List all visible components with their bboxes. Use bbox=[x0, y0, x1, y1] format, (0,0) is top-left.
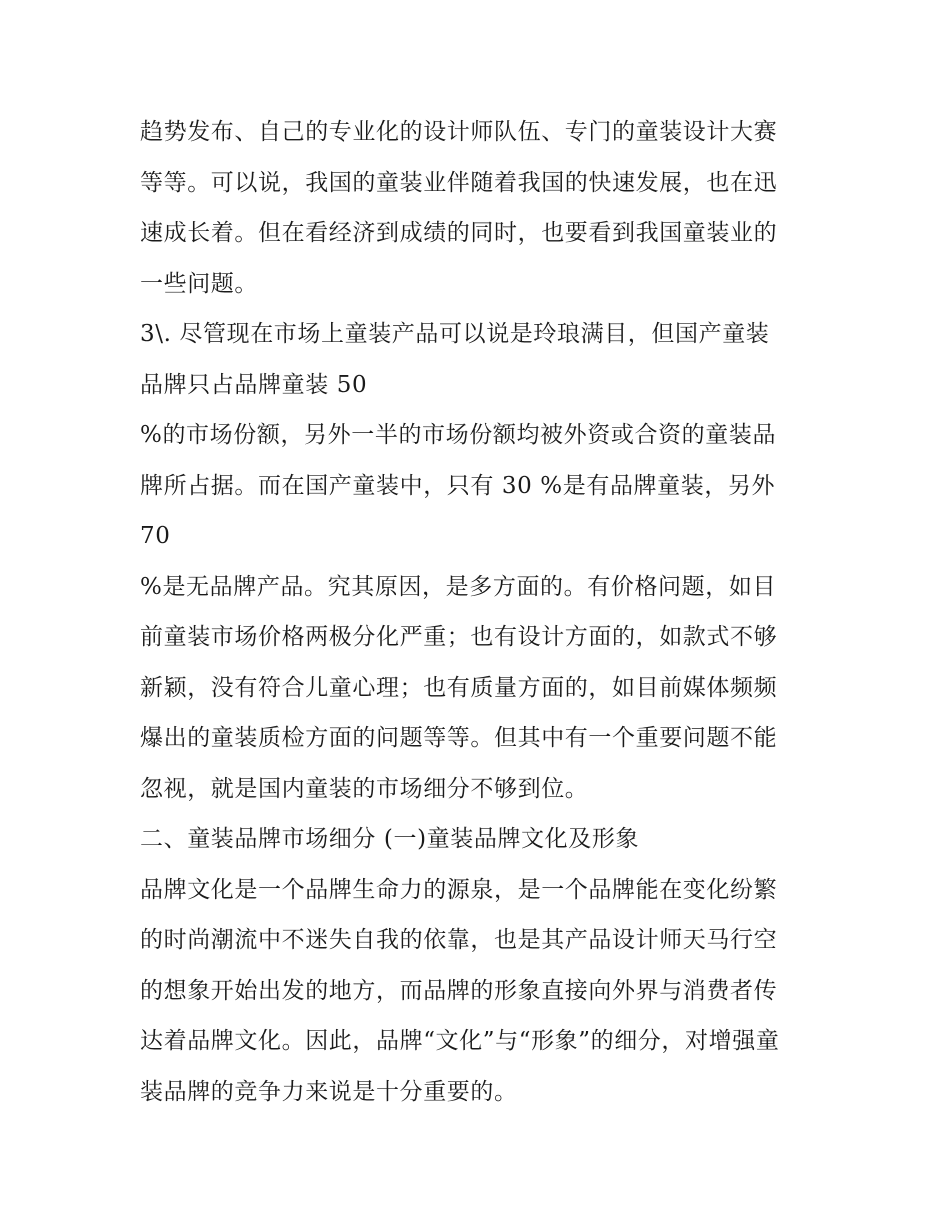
text-line-8: 牌所占据。而在国产童装中，只有 30 %是有品牌童装，另外 bbox=[140, 472, 776, 499]
text-line-5: 3\. 尽管现在市场上童装产品可以说是玲琅满目，但国产童装 bbox=[140, 321, 770, 347]
text-line-3: 速成长着。但在看经济到成绩的同时，也要看到我国童装业的 bbox=[140, 220, 778, 246]
text-line-14: 忽视，就是国内童装的市场细分不够到位。 bbox=[140, 775, 589, 802]
text-line-6: 品牌只占品牌童装 50 bbox=[140, 371, 368, 398]
text-line-10: %是无品牌产品。究其原因，是多方面的。有价格问题，如目 bbox=[140, 573, 777, 600]
text-line-13: 爆出的童装质检方面的问题等等。但其中有一个重要问题不能 bbox=[140, 725, 778, 751]
text-line-9: 70 bbox=[140, 523, 171, 549]
text-line-17: 的时尚潮流中不迷失自我的依靠，也是其产品设计师天马行空 bbox=[140, 927, 778, 953]
text-line-2: 等等。可以说，我国的童装业伴随着我国的快速发展，也在迅 bbox=[140, 169, 778, 196]
text-line-18: 的想象开始出发的地方，而品牌的形象直接向外界与消费者传 bbox=[140, 977, 778, 1004]
body-text bbox=[140, 107, 840, 1117]
text-line-7: %的市场份额，另外一半的市场份额均被外资或合资的童装品 bbox=[140, 422, 777, 448]
text-line-11: 前童装市场价格两极分化严重；也有设计方面的，如款式不够 bbox=[140, 624, 778, 650]
text-line-20: 装品牌的竞争力来说是十分重要的。 bbox=[140, 1078, 518, 1105]
text-line-19: 达着品牌文化。因此，品牌“文化”与“形象”的细分，对增强童 bbox=[140, 1028, 780, 1054]
text-line-1: 趋势发布、自己的专业化的设计师队伍、专门的童装设计大赛 bbox=[140, 119, 778, 145]
text-line-12: 新颖，没有符合儿童心理；也有质量方面的，如目前媒体频频 bbox=[140, 674, 778, 701]
section-heading: 二、童装品牌市场细分 (一)童装品牌文化及形象 bbox=[140, 826, 640, 852]
text-line-16: 品牌文化是一个品牌生命力的源泉，是一个品牌能在变化纷繁 bbox=[140, 876, 778, 903]
text-line-4: 一些问题。 bbox=[140, 270, 258, 297]
